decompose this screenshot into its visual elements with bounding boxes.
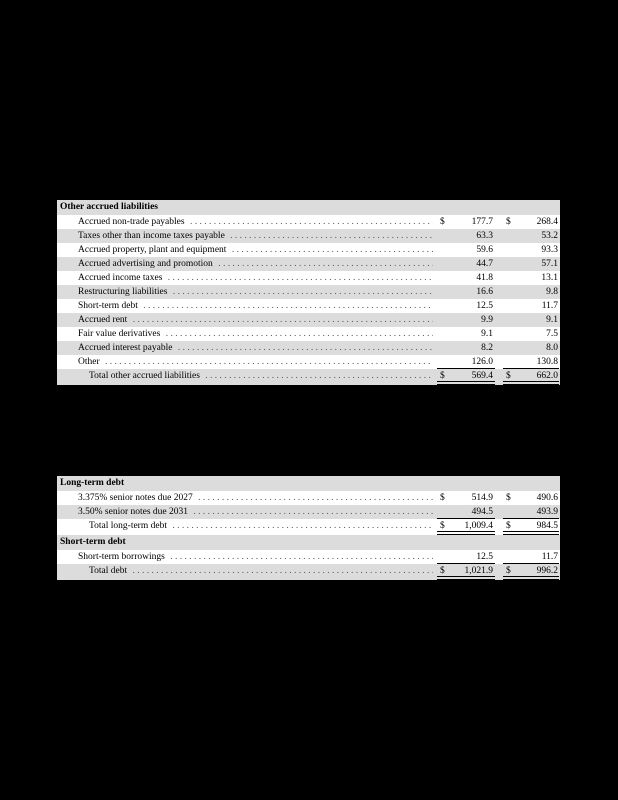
- table-row: [57, 243, 560, 257]
- total-double-rule: [437, 576, 495, 580]
- total-label: Total other accrued liabilities . . .: [89, 369, 433, 383]
- table-row: [57, 285, 560, 299]
- section-header: [57, 200, 560, 215]
- value-col-1: 126.0: [471, 357, 493, 367]
- total-value-col-2: 662.0: [536, 371, 558, 381]
- value-col-2: 13.1: [541, 273, 558, 283]
- value-col-2: 130.8: [536, 357, 558, 367]
- currency-symbol: $: [506, 566, 511, 576]
- table-row: [57, 313, 560, 327]
- row-label: Taxes other than income taxes payable . . .: [78, 229, 433, 243]
- table-row: [57, 299, 560, 313]
- value-col-1: 12.5: [476, 552, 493, 562]
- value-col-2: 9.8: [546, 287, 558, 297]
- table-row: [57, 355, 560, 369]
- value-col-1: 16.6: [476, 287, 493, 297]
- table-row: [57, 257, 560, 271]
- section-header: [57, 476, 560, 491]
- subtotal-row: [57, 519, 560, 535]
- value-col-2: 11.7: [541, 301, 558, 311]
- currency-symbol: $: [506, 493, 511, 503]
- table-row: [57, 327, 560, 341]
- value-col-1: 177.7: [471, 217, 493, 227]
- value-col-2: 57.1: [541, 259, 558, 269]
- total-double-rule: [503, 381, 559, 385]
- currency-symbol: $: [440, 493, 445, 503]
- row-label: Fair value derivatives . . .: [78, 327, 433, 341]
- row-label: Accrued rent . . .: [78, 313, 433, 327]
- section-title: Long-term debt: [60, 478, 125, 488]
- table-row: [57, 505, 560, 519]
- currency-symbol: $: [440, 217, 445, 227]
- table-row: [57, 229, 560, 243]
- currency-symbol: $: [506, 521, 511, 531]
- value-col-2: 53.2: [541, 231, 558, 241]
- row-label: Short-term borrowings . . .: [78, 550, 433, 564]
- value-col-1: 514.9: [471, 493, 493, 503]
- table-row: [57, 215, 560, 229]
- currency-symbol: $: [440, 521, 445, 531]
- subtotal-value-col-1: 1,009.4: [464, 521, 493, 531]
- value-col-2: 268.4: [536, 217, 558, 227]
- total-double-rule: [503, 576, 559, 580]
- table-row: [57, 550, 560, 564]
- table-row: [57, 341, 560, 355]
- row-label: Restructuring liabilities . . .: [78, 285, 433, 299]
- section-title: Other accrued liabilities: [60, 202, 158, 212]
- row-label: Accrued property, plant and equipment . . .: [78, 243, 433, 257]
- section-title: Short-term debt: [60, 537, 126, 547]
- value-col-2: 9.1: [546, 315, 558, 325]
- section-header: [57, 535, 560, 550]
- currency-symbol: $: [506, 371, 511, 381]
- total-value-col-1: 569.4: [471, 371, 493, 381]
- value-col-1: 8.2: [481, 343, 493, 353]
- debt-table: [57, 476, 560, 580]
- total-double-rule: [437, 381, 495, 385]
- row-label: Accrued advertising and promotion . . .: [78, 257, 433, 271]
- value-col-1: 9.9: [481, 315, 493, 325]
- row-label: Other . . .: [78, 355, 433, 369]
- value-col-2: 8.0: [546, 343, 558, 353]
- value-col-1: 59.6: [476, 245, 493, 255]
- table-row: [57, 271, 560, 285]
- total-row: [57, 564, 560, 580]
- row-label: Accrued interest payable . . .: [78, 341, 433, 355]
- row-label: Accrued income taxes . . .: [78, 271, 433, 285]
- total-row: [57, 369, 560, 385]
- subtotal-value-col-2: 984.5: [536, 521, 558, 531]
- subtotal-label: Total long-term debt . . .: [89, 519, 433, 533]
- total-label: Total debt . . .: [89, 564, 433, 578]
- value-col-2: 93.3: [541, 245, 558, 255]
- row-label: 3.375% senior notes due 2027 . . .: [78, 491, 433, 505]
- row-label: Accrued non-trade payables . . .: [78, 215, 433, 229]
- value-col-1: 9.1: [481, 329, 493, 339]
- value-col-1: 41.8: [476, 273, 493, 283]
- value-col-2: 7.5: [546, 329, 558, 339]
- table-row: [57, 491, 560, 505]
- total-value-col-1: 1,021.9: [464, 566, 493, 576]
- value-col-2: 490.6: [536, 493, 558, 503]
- total-value-col-2: 996.2: [536, 566, 558, 576]
- row-label: 3.50% senior notes due 2031 . . .: [78, 505, 433, 519]
- value-col-1: 63.3: [476, 231, 493, 241]
- currency-symbol: $: [440, 566, 445, 576]
- value-col-2: 493.9: [536, 507, 558, 517]
- value-col-1: 494.5: [471, 507, 493, 517]
- value-col-2: 11.7: [541, 552, 558, 562]
- row-label: Short-term debt . . .: [78, 299, 433, 313]
- currency-symbol: $: [440, 371, 445, 381]
- value-col-1: 12.5: [476, 301, 493, 311]
- other-accrued-liabilities-table: [57, 200, 560, 385]
- value-col-1: 44.7: [476, 259, 493, 269]
- currency-symbol: $: [506, 217, 511, 227]
